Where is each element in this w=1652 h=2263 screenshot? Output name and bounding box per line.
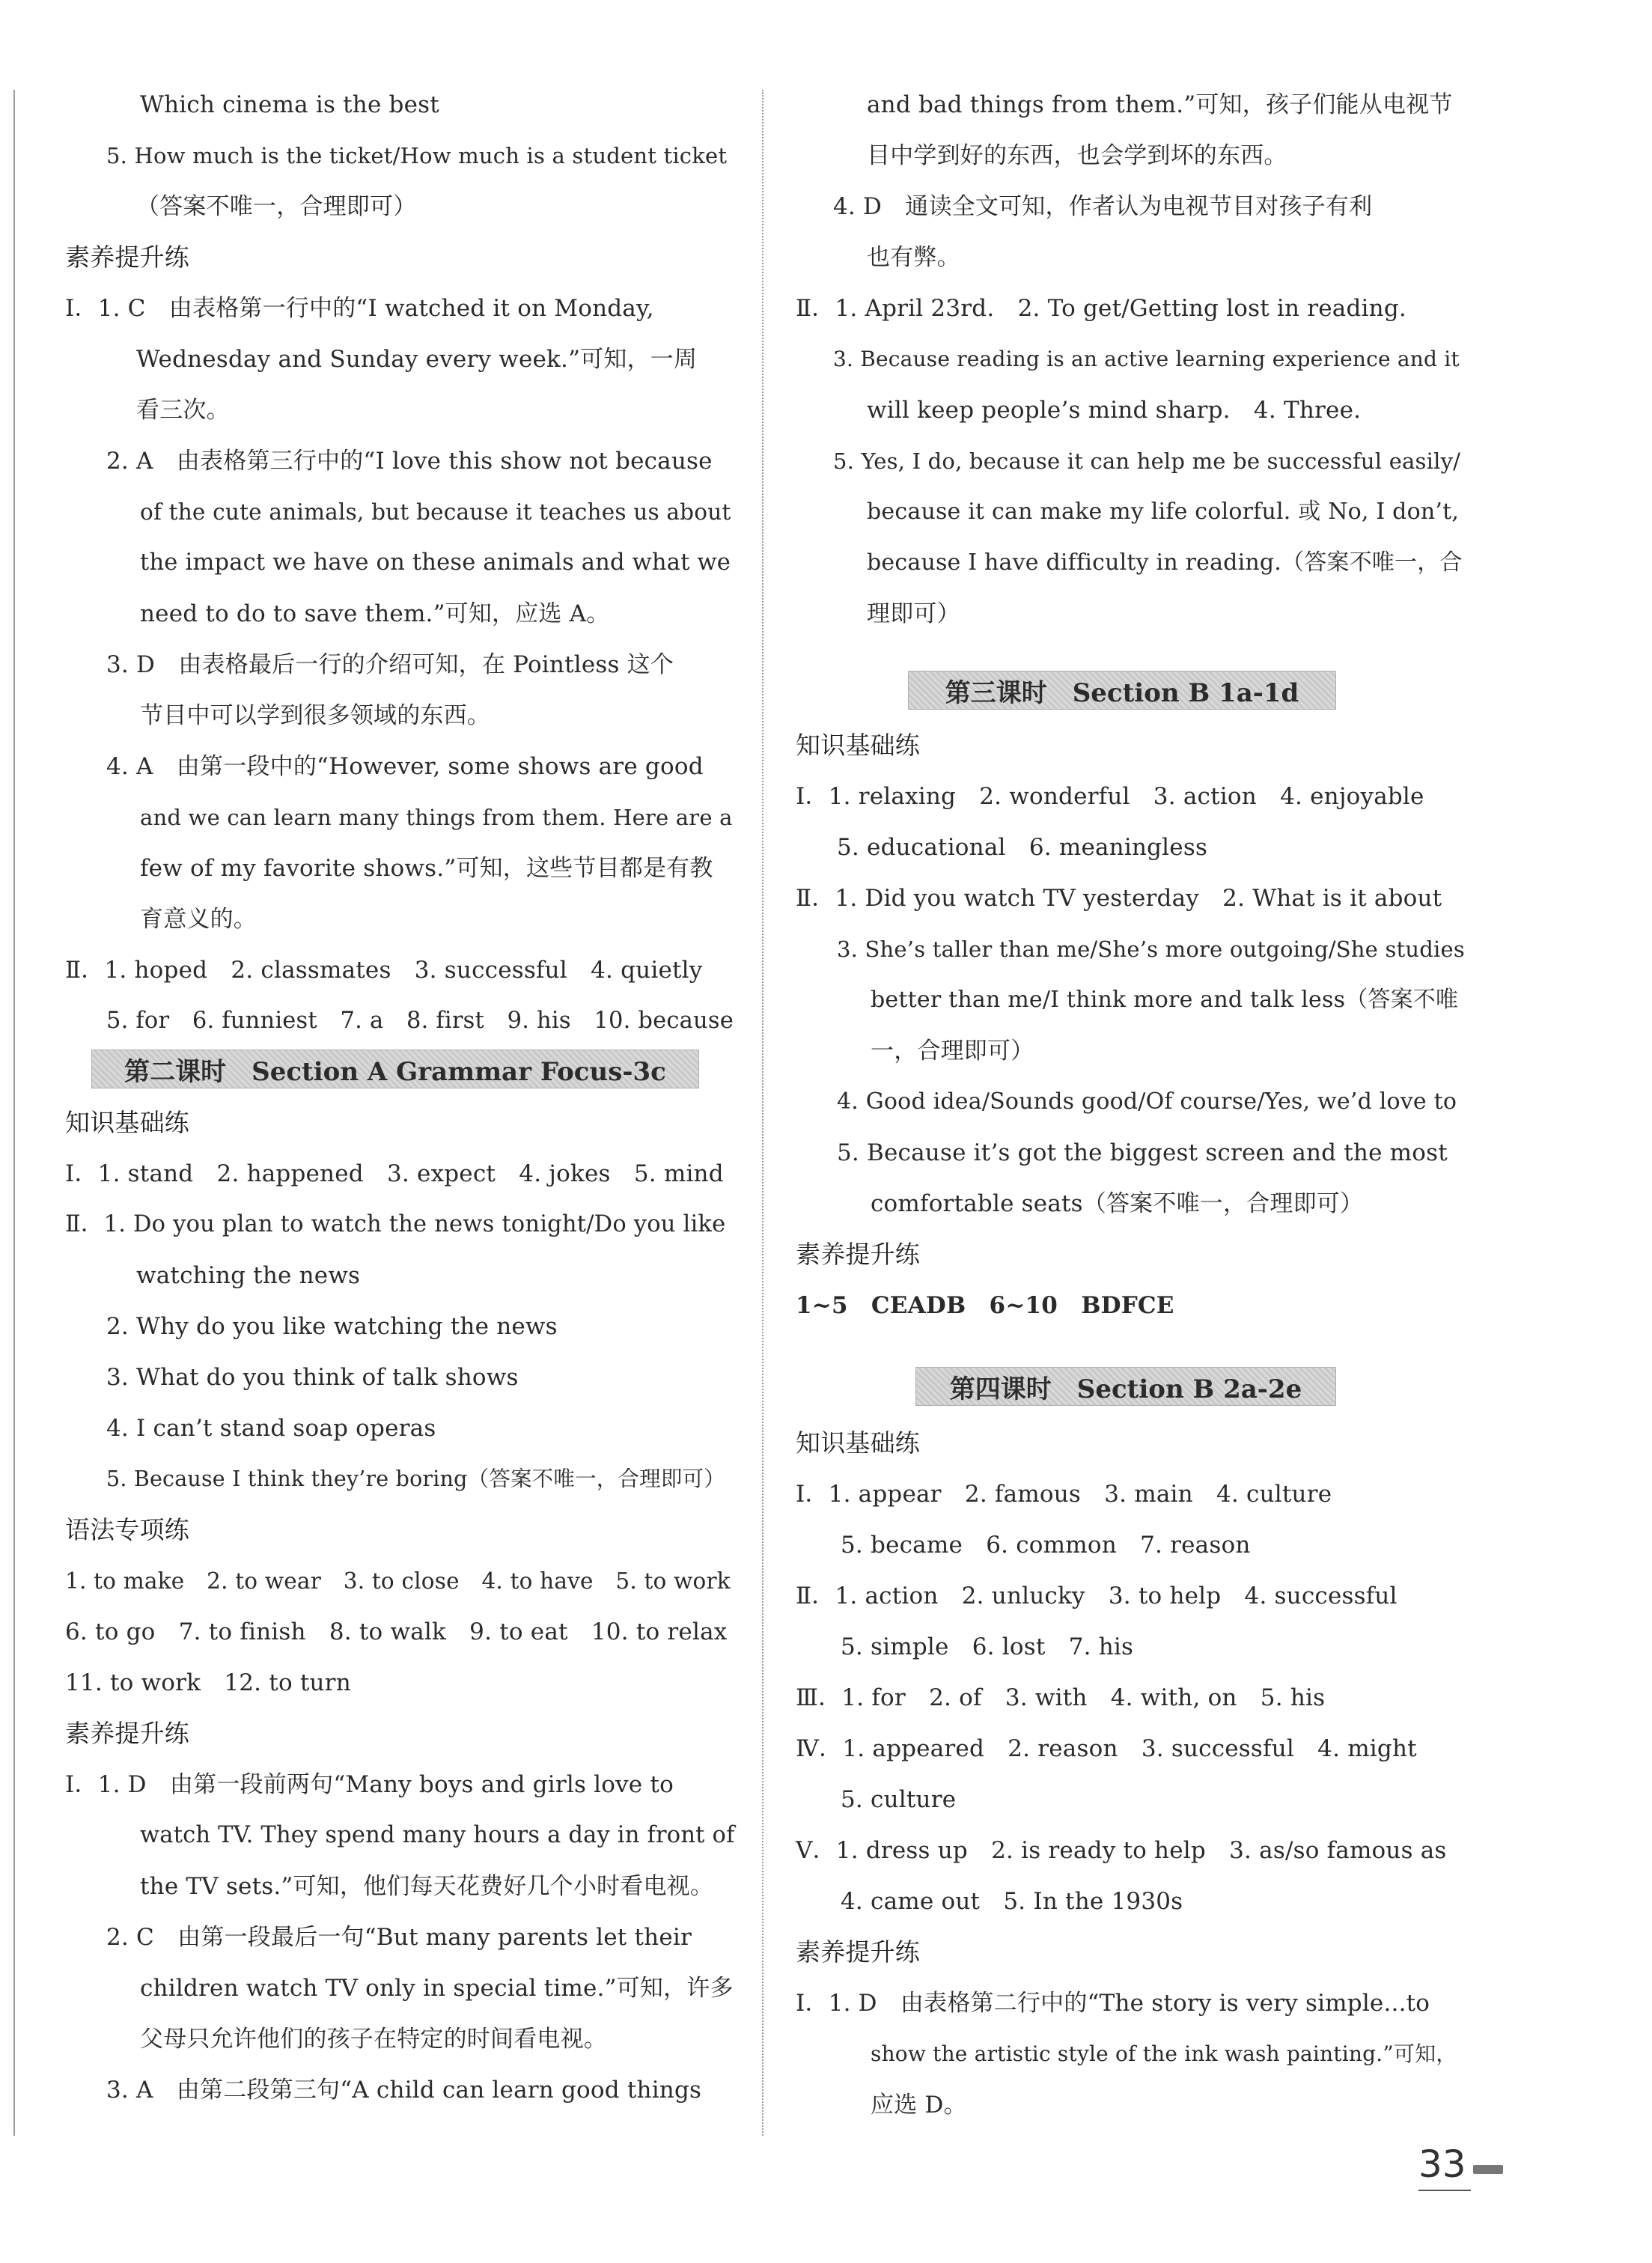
answer-line: 5. culture [841,1786,957,1813]
answer-line: 看三次。 [136,397,230,424]
answer-line: and bad things from them.”可知，孩子们能从电视节 [867,91,1453,118]
answer-line: comfortable seats（答案不唯一，合理即可） [871,1190,1364,1217]
answer-line: the impact we have on these animals and what we [140,549,731,576]
answer-line: will keep people’s mind sharp. 4. Three. [867,397,1362,424]
answer-line: 4. I can’t stand soap operas [106,1415,436,1442]
answer-line: the TV sets.”可知，他们每天花费好几个小时看电视。 [140,1873,714,1900]
answer-line: 父母只允许他们的孩子在特定的时间看电视。 [140,2026,607,2053]
answer-line: 5. How much is the ticket/How much is a student ticket [106,143,728,168]
answer-line: 1. to make 2. to wear 3. to close 4. to have 5. to work [65,1568,731,1594]
answer-line: 2. A 由表格第三行中的“I love this show not because [106,448,713,475]
section-heading: 素养提升练 [65,1719,189,1748]
answer-line: 3. D 由表格最后一行的介绍可知，在 Pointless 这个 [106,651,674,678]
answer-line: 5. Yes, I do, because it can help me be successful easily/ [833,448,1461,474]
answer-line: 目中学到好的东西，也会学到坏的东西。 [867,142,1287,169]
answer-line: 5. Because it’s got the biggest screen and the most [837,1139,1448,1166]
section-heading: 素养提升练 [796,1937,920,1967]
answer-line: of the cute animals, but because it teaches us about [140,499,731,525]
answer-line: 2. C 由第一段最后一句“But many parents let their [106,1924,692,1951]
answer-line: children watch TV only in special time.”可知，许多 [140,1975,734,2002]
answer-line: 5. became 6. common 7. reason [841,1532,1251,1559]
answer-line: Which cinema is the best [140,91,439,118]
answer-line: 3. Because reading is an active learning experience and it [833,347,1460,371]
answer-line: 3. A 由第二段第三句“A child can learn good things [106,2077,702,2104]
answer-line: 5. for 6. funniest 7. a 8. first 9. his 10. because [106,1008,734,1034]
page-number: 33 [1418,2142,1466,2186]
answer-line: need to do to save them.”可知，应选 A。 [140,600,610,627]
lesson-banner: 第二课时 Section A Grammar Focus-3c [91,1050,699,1088]
answer-line: Ⅱ．1. hoped 2. classmates 3. successful 4. quietly [65,957,703,984]
answer-line: and we can learn many things from them. Here are a [140,805,733,830]
answer-line: Ⅳ．1. appeared 2. reason 3. successful 4. might [796,1735,1417,1762]
section-heading: 知识基础练 [65,1108,189,1137]
lesson-banner: 第四课时 Section B 2a-2e [915,1367,1336,1406]
answer-line: Ⅱ．1. April 23rd. 2. To get/Getting lost in reading. [796,295,1406,322]
section-heading: 素养提升练 [65,243,189,272]
section-heading: 语法专项练 [65,1515,189,1544]
answer-line: Ⅰ．1. relaxing 2. wonderful 3. action 4. enjoyable [796,783,1424,810]
lesson-banner: 第三课时 Section B 1a-1d [908,671,1336,710]
answer-line: Ⅰ．1. appear 2. famous 3. main 4. culture [796,1481,1332,1508]
answer-line: Ⅰ．1. D 由第一段前两句“Many boys and girls love to [65,1771,674,1798]
answer-line: better than me/I think more and talk less（答案不唯 [871,987,1459,1013]
answer-line: show the artistic style of the ink wash painting.”可知， [871,2041,1457,2066]
answer-line: Ⅱ．1. action 2. unlucky 3. to help 4. successful [796,1583,1398,1609]
section-heading: 知识基础练 [796,1428,920,1458]
answer-line: watching the news [136,1262,361,1289]
answer-line: 4. came out 5. In the 1930s [841,1888,1183,1915]
answer-line: 一，合理即可） [871,1038,1034,1065]
column-divider [762,90,763,2136]
answer-line: 1~5 CEADB 6~10 BDFCE [796,1292,1174,1319]
answer-line: 5. simple 6. lost 7. his [841,1633,1134,1660]
answer-line: 理即可） [867,600,960,627]
answer-line: watch TV. They spend many hours a day in front of [140,1822,735,1848]
answer-line: Wednesday and Sunday every week.”可知，一周 [136,346,698,373]
page-marker-bar [1473,2165,1503,2174]
answer-line: 5. educational 6. meaningless [837,834,1208,861]
answer-line: because I have difficulty in reading.（答案不唯一，合 [867,549,1463,576]
answer-line: 4. Good idea/Sounds good/Of course/Yes, we’d love to [837,1088,1457,1115]
answer-line: 3. She’s taller than me/She’s more outgoing/She studies [837,936,1465,962]
answer-line: 2. Why do you like watching the news [106,1313,558,1340]
answer-line: Ⅰ．1. C 由表格第一行中的“I watched it on Monday, [65,295,654,322]
answer-line: 6. to go 7. to finish 8. to walk 9. to eat 10. to relax [65,1618,728,1645]
answer-line: Ⅱ．1. Did you watch TV yesterday 2. What is it about [796,885,1442,912]
page-number-underline [1418,2190,1471,2191]
section-heading: 素养提升练 [796,1240,920,1269]
answer-line: Ⅰ．1. D 由表格第二行中的“The story is very simple...to [796,1990,1430,2017]
answer-line: 4. A 由第一段中的“However, some shows are good [106,753,704,780]
answer-line: Ⅱ．1. Do you plan to watch the news tonight/Do you like [65,1211,726,1237]
answer-line: 节目中可以学到很多领域的东西。 [140,702,490,729]
answer-line: 应选 D。 [871,2092,967,2119]
answer-line: because it can make my life colorful. 或 No, I don’t, [867,499,1460,525]
answer-line: 4. D 通读全文可知，作者认为电视节目对孩子有利 [833,193,1373,220]
answer-line: 也有弊。 [867,244,960,271]
answer-line: Ⅴ．1. dress up 2. is ready to help 3. as/so famous as [796,1837,1447,1864]
answer-line: Ⅲ．1. for 2. of 3. with 4. with, on 5. his [796,1684,1326,1711]
answer-line: 11. to work 12. to turn [65,1669,351,1696]
answer-line: Ⅰ．1. stand 2. happened 3. expect 4. jokes 5. mind [65,1160,724,1187]
answer-line: 育意义的。 [140,906,257,933]
answer-line: 5. Because I think they’re boring（答案不唯一，合理即可） [106,1466,725,1491]
answer-note: （答案不唯一，合理即可） [136,193,417,220]
left-margin-rule [13,90,15,2136]
answer-line: few of my favorite shows.”可知，这些节目都是有教 [140,855,713,882]
section-heading: 知识基础练 [796,731,920,760]
answer-line: 3. What do you think of talk shows [106,1364,519,1391]
